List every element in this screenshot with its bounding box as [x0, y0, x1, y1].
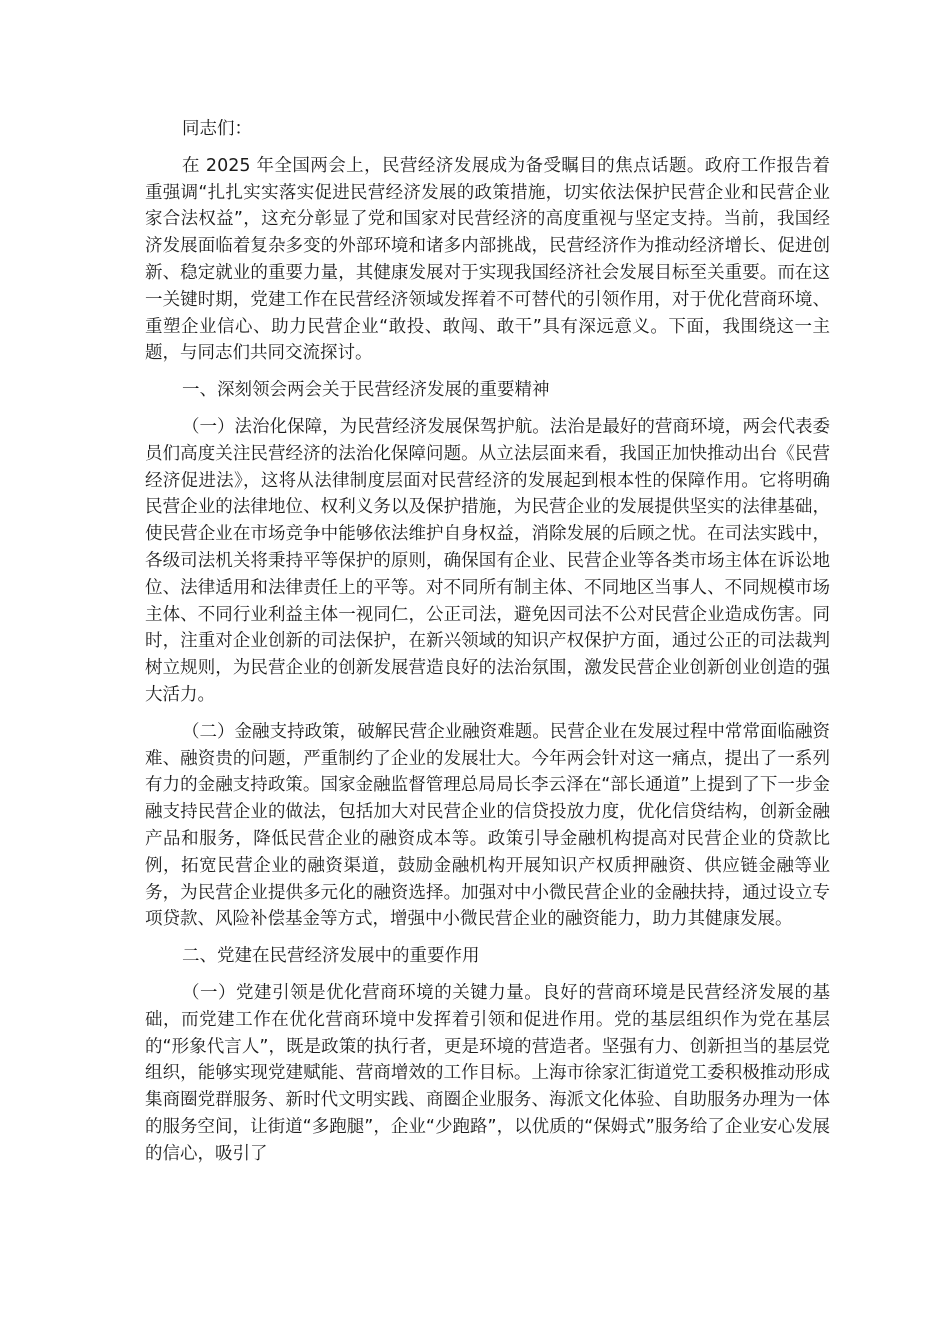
section-2-sub-1: （一）党建引领是优化营商环境的关键力量。良好的营商环境是民营经济发展的基础，而党建工作在优化营商环境中发挥着引领和促进作用。党的基层组织作为党在基层的“形象代言人”，既是政策的执行者，更是环境的营造者。坚强有力、创新担当的基层党组织，能够实现党建赋能、营商增效的工作目标。上海市徐家汇街道党工委积极推动形成集商圈党群服务、新时代文明实践、商圈企业服务、海派文化体验、自助服务办理为一体的服务空间，让街道“多跑腿”，企业“少跑路”，以优质的“保姆式”服务给了企业安心发展的信心，吸引了 [145, 982, 830, 1164]
section-1-heading: 一、深刻领会两会关于民营经济发展的重要精神 [182, 380, 550, 401]
intro-paragraph: 在 2025 年全国两会上，民营经济发展成为备受瞩目的焦点话题。政府工作报告着重强调“扎扎实实落实促进民营经济发展的政策措施，切实依法保护民营企业和民营企业家合法权益”，这充分彰显了党和国家对民营经济的高度重视与坚定支持。当前，我国经济发展面临着复杂多变的外部环境和诸多内部挑战，民营经济作为推动经济增长、促进创新、稳定就业的重要力量，其健康发展对于实现我国经济社会发展目标至关重要。而在这一关键时期，党建工作在民营经济领域发挥着不可替代的引领作用，对于优化营商环境、重塑企业信心、助力民营企业“敢投、敢闯、敢干”具有深远意义。下面，我围绕这一主题，与同志们共同交流探讨。 [145, 155, 830, 364]
section-1-sub-1: （一）法治化保障，为民营经济发展保驾护航。法治是最好的营商环境，两会代表委员们高度关注民营经济的法治化保障问题。从立法层面来看，我国正加快推动出台《民营经济促进法》，这将从法律制度层面对民营经济的发展起到根本性的保障作用。它将明确民营企业的法律地位、权利义务以及保护措施，为民营企业的发展提供坚实的法律基础，使民营企业在市场竞争中能够依法维护自身权益，消除发展的后顾之忧。在司法实践中，各级司法机关将秉持平等保护的原则，确保国有企业、民营企业等各类市场主体在诉讼地位、法律适用和法律责任上的平等。对不同所有制主体、不同地区当事人、不同规模市场主体、不同行业利益主体一视同仁，公正司法，避免因司法不公对民营企业造成伤害。同时，注重对企业创新的司法保护，在新兴领域的知识产权保护方面，通过公正的司法裁判树立规则，为民营企业的创新发展营造良好的法治氛围，激发民营企业创新创业创造的强大活力。 [145, 416, 830, 705]
document-page [145, 116, 830, 1177]
section-2-heading: 二、党建在民营经济发展中的重要作用 [182, 946, 480, 967]
salutation: 同志们： [182, 119, 252, 139]
section-1-sub-2: （二）金融支持政策，破解民营企业融资难题。民营企业在发展过程中常常面临融资难、融资贵的问题，严重制约了企业的发展壮大。今年两会针对这一痛点，提出了一系列有力的金融支持政策。国家金融监督管理总局局长李云泽在“部长通道”上提到了下一步金融支持民营企业的做法，包括加大对民营企业的信贷投放力度，优化信贷结构，创新金融产品和服务，降低民营企业的融资成本等。政策引导金融机构提高对民营企业的贷款比例，拓宽民营企业的融资渠道，鼓励金融机构开展知识产权质押融资、供应链金融等业务，为民营企业提供多元化的融资选择。加强对中小微民营企业的金融扶持，通过设立专项贷款、风险补偿基金等方式，增强中小微民营企业的融资能力，助力其健康发展。 [145, 721, 830, 930]
